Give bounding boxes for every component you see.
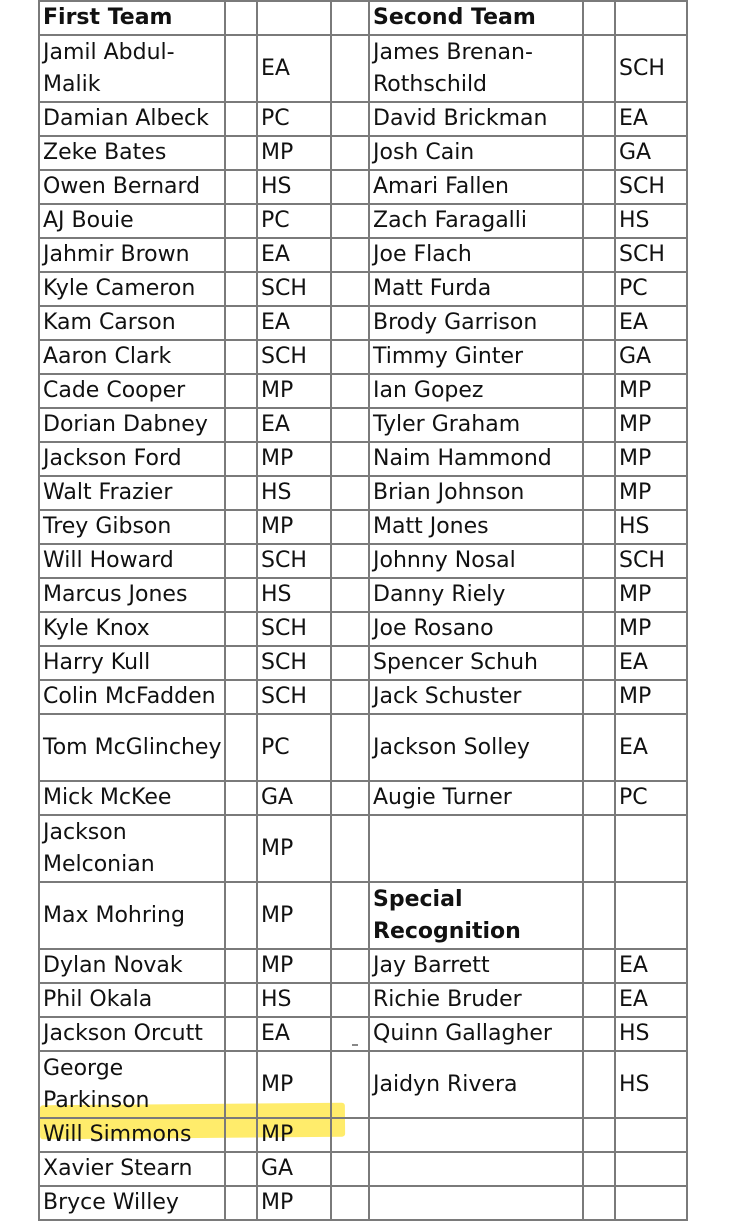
player-name-cell: Jahmir Brown — [39, 238, 225, 272]
player-name-cell: Will Howard — [39, 544, 225, 578]
table-row — [39, 983, 687, 1017]
table-row — [39, 612, 687, 646]
spacer-cell — [331, 612, 369, 646]
player-name-cell: Phil Okala — [39, 983, 225, 1017]
spacer-cell — [225, 949, 257, 983]
player-name-cell — [369, 1186, 583, 1220]
player-name-cell: Dylan Novak — [39, 949, 225, 983]
spacer-cell — [583, 781, 615, 815]
table-row — [39, 204, 687, 238]
all-conference-table — [38, 0, 688, 1221]
spacer-cell — [583, 1051, 615, 1118]
player-name-cell: Jackson Melconian — [39, 815, 225, 882]
school-code-cell: HS — [615, 1017, 687, 1051]
school-code-cell: EA — [615, 949, 687, 983]
school-code-cell: EA — [257, 1017, 331, 1051]
table-row — [39, 680, 687, 714]
spacer-cell — [225, 35, 257, 102]
spacer-cell — [583, 170, 615, 204]
header-row — [39, 1, 687, 35]
player-name-cell: Augie Turner — [369, 781, 583, 815]
spacer-cell — [331, 204, 369, 238]
school-code-cell: GA — [615, 340, 687, 374]
table-row — [39, 102, 687, 136]
spacer-cell — [583, 882, 615, 949]
spacer-cell — [331, 544, 369, 578]
spacer-cell — [225, 1051, 257, 1118]
school-code-cell: MP — [615, 374, 687, 408]
school-code-cell: SCH — [257, 646, 331, 680]
school-code-cell: SCH — [257, 544, 331, 578]
spacer-cell — [331, 983, 369, 1017]
player-name-cell: Harry Kull — [39, 646, 225, 680]
player-name-cell: Cade Cooper — [39, 374, 225, 408]
player-name-cell: Kyle Cameron — [39, 272, 225, 306]
player-name-cell: Brody Garrison — [369, 306, 583, 340]
table-row — [39, 476, 687, 510]
spacer-cell — [331, 949, 369, 983]
player-name-cell: Xavier Stearn — [39, 1152, 225, 1186]
table-row — [39, 35, 687, 102]
spacer-cell — [583, 680, 615, 714]
school-code-cell: MP — [257, 1118, 331, 1152]
player-name-cell: Zeke Bates — [39, 136, 225, 170]
spacer-cell — [225, 544, 257, 578]
school-code-cell: SCH — [257, 680, 331, 714]
school-code-cell: EA — [257, 238, 331, 272]
empty-cell — [225, 1, 257, 35]
spacer-cell — [331, 578, 369, 612]
spacer-cell — [225, 442, 257, 476]
spacer-cell — [583, 306, 615, 340]
player-name-cell: Tom McGlinchey — [39, 714, 225, 781]
school-code-cell: PC — [615, 272, 687, 306]
spacer-cell — [225, 374, 257, 408]
spacer-cell — [331, 1152, 369, 1186]
spacer-cell — [583, 102, 615, 136]
table-row — [39, 272, 687, 306]
spacer-cell — [331, 408, 369, 442]
player-name-cell — [369, 815, 583, 882]
spacer-cell — [331, 680, 369, 714]
spacer-cell — [583, 1186, 615, 1220]
spacer-cell — [225, 136, 257, 170]
spacer-cell — [583, 238, 615, 272]
table-row — [39, 340, 687, 374]
player-name-cell: Marcus Jones — [39, 578, 225, 612]
spacer-cell — [331, 374, 369, 408]
spacer-cell — [331, 340, 369, 374]
spacer-cell — [331, 442, 369, 476]
spacer-cell — [225, 646, 257, 680]
spacer-cell — [331, 170, 369, 204]
player-name-cell: Walt Frazier — [39, 476, 225, 510]
table-row — [39, 510, 687, 544]
table-row — [39, 1186, 687, 1220]
spacer-cell — [331, 136, 369, 170]
table-row — [39, 578, 687, 612]
table-row — [39, 306, 687, 340]
player-name-cell: David Brickman — [369, 102, 583, 136]
school-code-cell — [615, 815, 687, 882]
school-code-cell: SCH — [257, 272, 331, 306]
player-name-cell: James Brenan-Rothschild — [369, 35, 583, 102]
spacer-cell — [331, 1017, 369, 1051]
spacer-cell — [225, 204, 257, 238]
first-team-header: First Team — [39, 1, 225, 35]
player-name-cell: Mick McKee — [39, 781, 225, 815]
school-code-cell: GA — [615, 136, 687, 170]
spacer-cell — [225, 815, 257, 882]
table-row — [39, 136, 687, 170]
spacer-cell — [225, 170, 257, 204]
player-name-cell: Max Mohring — [39, 882, 225, 949]
spacer-cell — [583, 714, 615, 781]
player-name-cell: Spencer Schuh — [369, 646, 583, 680]
spacer-cell — [225, 781, 257, 815]
spacer-cell — [225, 306, 257, 340]
spacer-cell — [331, 102, 369, 136]
spacer-cell — [331, 882, 369, 949]
spacer-cell — [225, 578, 257, 612]
spacer-cell — [583, 374, 615, 408]
school-code-cell: EA — [615, 102, 687, 136]
spacer-cell — [583, 983, 615, 1017]
school-code-cell: SCH — [257, 340, 331, 374]
table-body — [39, 1, 687, 1220]
player-name-cell: Naim Hammond — [369, 442, 583, 476]
table-row — [39, 1051, 687, 1118]
spacer-cell — [225, 408, 257, 442]
empty-cell — [331, 1, 369, 35]
spacer-cell — [331, 1186, 369, 1220]
player-name-cell: Jaidyn Rivera — [369, 1051, 583, 1118]
player-name-cell: Timmy Ginter — [369, 340, 583, 374]
player-name-cell: Jackson Ford — [39, 442, 225, 476]
table-row — [39, 714, 687, 781]
school-code-cell: SCH — [615, 238, 687, 272]
spacer-cell — [583, 1017, 615, 1051]
spacer-cell — [583, 949, 615, 983]
spacer-cell — [331, 272, 369, 306]
player-name-cell: Dorian Dabney — [39, 408, 225, 442]
spacer-cell — [583, 646, 615, 680]
spacer-cell — [583, 35, 615, 102]
school-code-cell: MP — [257, 510, 331, 544]
spacer-cell — [225, 102, 257, 136]
empty-cell — [615, 1, 687, 35]
school-code-cell: MP — [257, 815, 331, 882]
school-code-cell — [615, 882, 687, 949]
school-code-cell: GA — [257, 781, 331, 815]
spacer-cell — [583, 340, 615, 374]
spacer-cell — [225, 714, 257, 781]
second-team-header: Second Team — [369, 1, 583, 35]
spacer-cell — [225, 476, 257, 510]
spacer-cell — [225, 1152, 257, 1186]
player-name-cell: Quinn Gallagher — [369, 1017, 583, 1051]
table-row — [39, 882, 687, 949]
player-name-cell: Brian Johnson — [369, 476, 583, 510]
player-name-cell: Kyle Knox — [39, 612, 225, 646]
school-code-cell: MP — [615, 680, 687, 714]
school-code-cell: SCH — [257, 612, 331, 646]
table-row — [39, 815, 687, 882]
player-name-cell: Trey Gibson — [39, 510, 225, 544]
spacer-cell — [583, 272, 615, 306]
table-row — [39, 781, 687, 815]
player-name-cell: Jackson Orcutt — [39, 1017, 225, 1051]
school-code-cell: MP — [257, 1186, 331, 1220]
school-code-cell: MP — [615, 442, 687, 476]
player-name-cell — [369, 1118, 583, 1152]
player-name-cell: Matt Furda — [369, 272, 583, 306]
spacer-cell — [583, 612, 615, 646]
school-code-cell: MP — [615, 612, 687, 646]
spacer-cell — [583, 1118, 615, 1152]
school-code-cell: HS — [615, 204, 687, 238]
special-recognition-heading: Special Recognition — [369, 882, 583, 949]
spacer-cell — [583, 442, 615, 476]
table-row — [39, 544, 687, 578]
spacer-cell — [331, 646, 369, 680]
player-name-cell: Joe Rosano — [369, 612, 583, 646]
school-code-cell: SCH — [615, 170, 687, 204]
spacer-cell — [225, 612, 257, 646]
table-row — [39, 1017, 687, 1051]
spacer-cell — [583, 544, 615, 578]
spacer-cell — [331, 1118, 369, 1152]
school-code-cell: MP — [615, 408, 687, 442]
spacer-cell — [331, 1051, 369, 1118]
school-code-cell: PC — [257, 204, 331, 238]
spacer-cell — [583, 204, 615, 238]
player-name-cell: Tyler Graham — [369, 408, 583, 442]
player-name-cell: Jamil Abdul-Malik — [39, 35, 225, 102]
spacer-cell — [331, 306, 369, 340]
player-name-cell: Ian Gopez — [369, 374, 583, 408]
school-code-cell: HS — [257, 476, 331, 510]
school-code-cell: HS — [257, 983, 331, 1017]
school-code-cell — [615, 1118, 687, 1152]
spacer-cell — [225, 238, 257, 272]
table-row — [39, 646, 687, 680]
school-code-cell — [615, 1186, 687, 1220]
empty-cell — [257, 1, 331, 35]
player-name-cell: George Parkinson — [39, 1051, 225, 1118]
spacer-cell — [583, 136, 615, 170]
player-name-cell: Amari Fallen — [369, 170, 583, 204]
school-code-cell: HS — [257, 170, 331, 204]
spacer-cell — [225, 983, 257, 1017]
school-code-cell: MP — [257, 1051, 331, 1118]
school-code-cell: MP — [615, 578, 687, 612]
school-code-cell — [615, 1152, 687, 1186]
table-row — [39, 408, 687, 442]
school-code-cell: SCH — [615, 544, 687, 578]
player-name-cell: Richie Bruder — [369, 983, 583, 1017]
school-code-cell: SCH — [615, 35, 687, 102]
player-name-cell: Aaron Clark — [39, 340, 225, 374]
school-code-cell: GA — [257, 1152, 331, 1186]
school-code-cell: MP — [615, 476, 687, 510]
spacer-cell — [225, 340, 257, 374]
player-name-cell: Matt Jones — [369, 510, 583, 544]
spacer-cell — [225, 272, 257, 306]
player-name-cell: Bryce Willey — [39, 1186, 225, 1220]
table-row — [39, 442, 687, 476]
table-row — [39, 1152, 687, 1186]
spacer-cell — [331, 510, 369, 544]
player-name-cell: Kam Carson — [39, 306, 225, 340]
spacer-cell — [583, 408, 615, 442]
spacer-cell — [331, 815, 369, 882]
spacer-cell — [225, 1186, 257, 1220]
player-name-cell — [369, 1152, 583, 1186]
school-code-cell: HS — [615, 1051, 687, 1118]
spacer-cell — [583, 476, 615, 510]
school-code-cell: HS — [615, 510, 687, 544]
spacer-cell — [225, 1118, 257, 1152]
spacer-cell — [225, 510, 257, 544]
school-code-cell: EA — [615, 646, 687, 680]
spacer-cell — [331, 238, 369, 272]
school-code-cell: EA — [615, 983, 687, 1017]
spacer-cell — [583, 578, 615, 612]
player-name-cell: Will Simmons — [39, 1118, 225, 1152]
spacer-cell — [583, 510, 615, 544]
player-name-cell: Danny Riely — [369, 578, 583, 612]
player-name-cell: Damian Albeck — [39, 102, 225, 136]
spacer-cell — [331, 714, 369, 781]
school-code-cell: EA — [257, 306, 331, 340]
spacer-cell — [225, 1017, 257, 1051]
spacer-cell — [225, 680, 257, 714]
spacer-cell — [225, 882, 257, 949]
school-code-cell: MP — [257, 949, 331, 983]
spacer-cell — [331, 476, 369, 510]
school-code-cell: EA — [257, 35, 331, 102]
empty-cell — [583, 1, 615, 35]
player-name-cell: Zach Faragalli — [369, 204, 583, 238]
table-row — [39, 238, 687, 272]
school-code-cell: MP — [257, 136, 331, 170]
spacer-cell — [583, 815, 615, 882]
school-code-cell: EA — [615, 714, 687, 781]
player-name-cell: Josh Cain — [369, 136, 583, 170]
player-name-cell: Jack Schuster — [369, 680, 583, 714]
player-name-cell: AJ Bouie — [39, 204, 225, 238]
player-name-cell: Joe Flach — [369, 238, 583, 272]
school-code-cell: MP — [257, 882, 331, 949]
school-code-cell: EA — [615, 306, 687, 340]
player-name-cell: Johnny Nosal — [369, 544, 583, 578]
school-code-cell: MP — [257, 374, 331, 408]
spacer-cell — [583, 1152, 615, 1186]
table-row — [39, 374, 687, 408]
player-name-cell: Colin McFadden — [39, 680, 225, 714]
spacer-cell — [331, 781, 369, 815]
school-code-cell: EA — [257, 408, 331, 442]
school-code-cell: PC — [257, 102, 331, 136]
table-row — [39, 1118, 687, 1152]
player-name-cell: Jackson Solley — [369, 714, 583, 781]
school-code-cell: PC — [257, 714, 331, 781]
player-name-cell: Jay Barrett — [369, 949, 583, 983]
player-name-cell: Owen Bernard — [39, 170, 225, 204]
school-code-cell: MP — [257, 442, 331, 476]
table-row — [39, 949, 687, 983]
spacer-cell — [331, 35, 369, 102]
table-row — [39, 170, 687, 204]
school-code-cell: PC — [615, 781, 687, 815]
school-code-cell: HS — [257, 578, 331, 612]
